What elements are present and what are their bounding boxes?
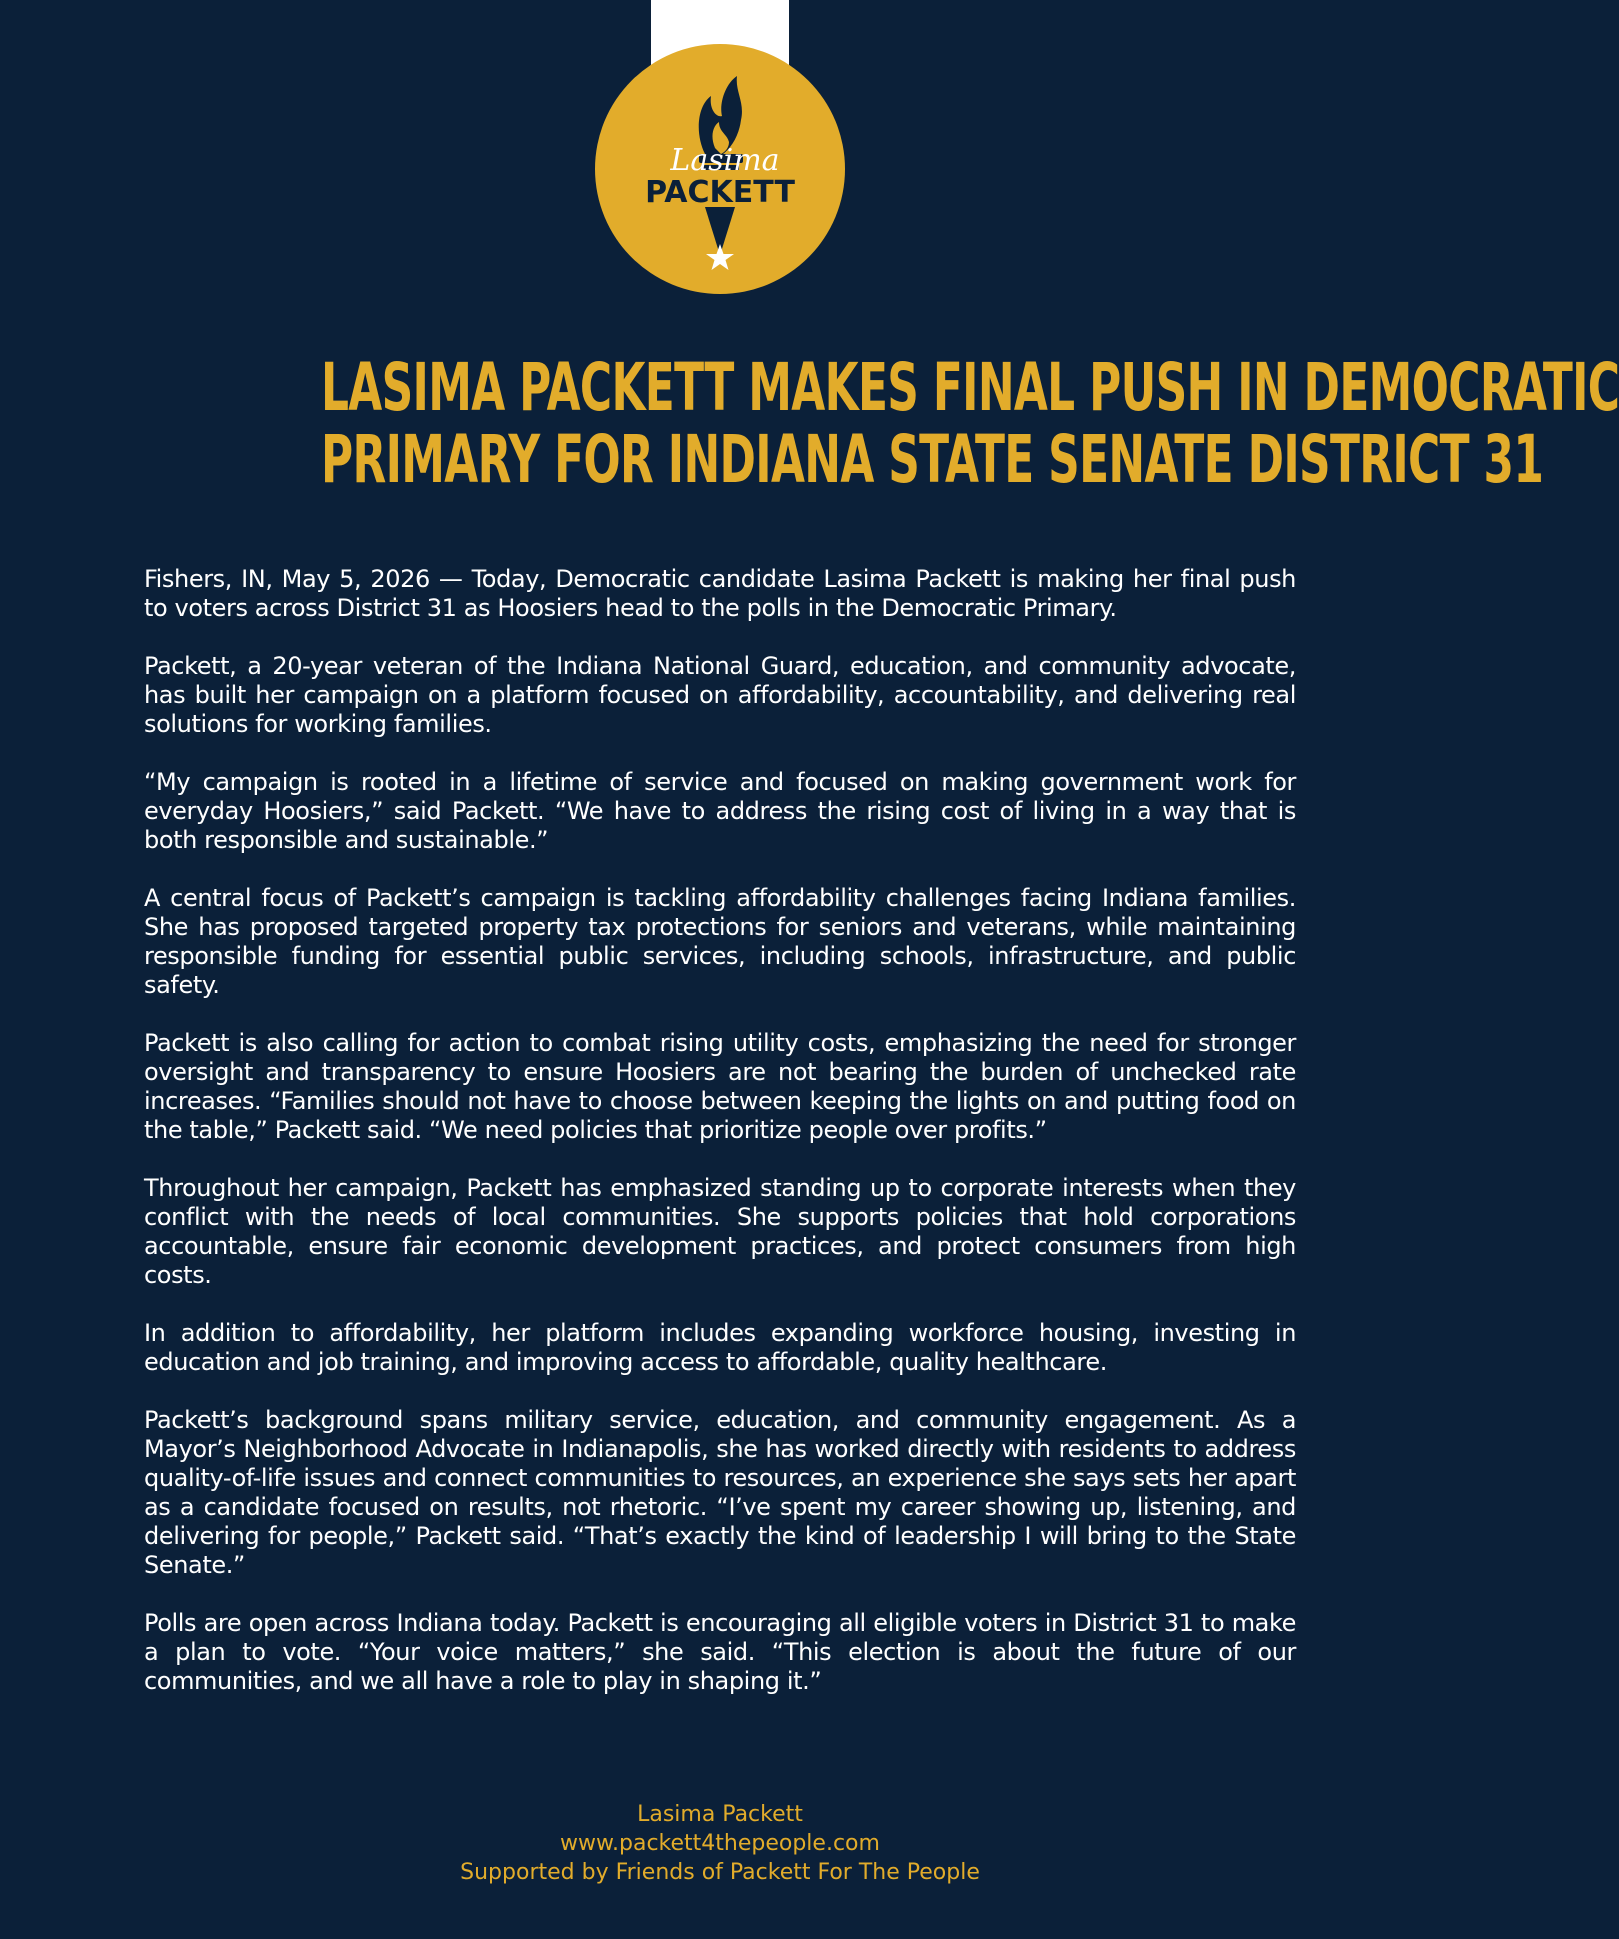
footer-disclaimer: Supported by Friends of Packett For The People — [460, 1860, 980, 1885]
paragraph-1: Fishers, IN, May 5, 2026 — Today, Democratic candidate Lasima Packett is making her final push to voters across District 31 as Hoosiers head to the polls in the Democratic Primary. — [144, 565, 1296, 622]
press-release-body — [144, 565, 1296, 1725]
logo-script-name: Lasima — [670, 143, 780, 178]
headline-line-2: PRIMARY FOR INDIANA STATE SENATE DISTRICT 31 — [321, 421, 1544, 498]
paragraph-9: Polls are open across Indiana today. Packett is encouraging all eligible voters in District 31 to make a plan to vote. “Your voice matters,” she said. “This election is about the future of our communities, and we all have a role to play in shaping it.” — [144, 1609, 1296, 1695]
paragraph-3: “My campaign is rooted in a lifetime of service and focused on making government work for everyday Hoosiers,” said Packett. “We have to address the rising cost of living in a way that is both responsible and sustainable.” — [144, 768, 1296, 854]
footer-name: Lasima Packett — [637, 1802, 803, 1827]
headline — [120, 349, 1619, 498]
paragraph-6: Throughout her campaign, Packett has emphasized standing up to corporate interests when they conflict with the needs of local communities. She supports policies that hold corporations accountable, ensure fair economic development practices, and protect consumers from high costs. — [144, 1174, 1296, 1289]
paragraph-4: A central focus of Packett’s campaign is tackling affordability challenges facing Indiana families. She has proposed targeted property tax protections for seniors and veterans, while maintaining responsible funding for essential public services, including schools, infrastructure, and public safety. — [144, 884, 1296, 999]
logo-name: PACKETT — [645, 175, 795, 210]
footer-website-link[interactable]: www.packett4thepeople.com — [560, 1831, 880, 1856]
paragraph-8: Packett’s background spans military service, education, and community engagement. As a Mayor’s Neighborhood Advocate in Indianapolis, she has worked directly with residents to address quality-of-life issues and connect communities to resources, an experience she says sets her apart as a candidate focused on results, not rhetoric. “I’ve spent my career showing up, listening, and delivering for people,” Packett said. “That’s exactly the kind of leadership I will bring to the State Senate.” — [144, 1406, 1296, 1579]
paragraph-7: In addition to affordability, her platform includes expanding workforce housing, investing in education and job training, and improving access to affordable, quality healthcare. — [144, 1319, 1296, 1376]
headline-line-1: LASIMA PACKETT MAKES FINAL PUSH IN DEMOCRATIC — [321, 349, 1619, 426]
paragraph-2: Packett, a 20-year veteran of the Indiana National Guard, education, and community advocate, has built her campaign on a platform focused on affordability, accountability, and delivering real solutions for working families. — [144, 652, 1296, 738]
footer — [0, 1800, 1440, 1887]
paragraph-5: Packett is also calling for action to combat rising utility costs, emphasizing the need for stronger oversight and transparency to ensure Hoosiers are not bearing the burden of unchecked rate increases. “Families should not have to choose between keeping the lights on and putting food on the table,” Packett said. “We need policies that prioritize people over profits.” — [144, 1029, 1296, 1144]
campaign-logo — [595, 44, 845, 294]
